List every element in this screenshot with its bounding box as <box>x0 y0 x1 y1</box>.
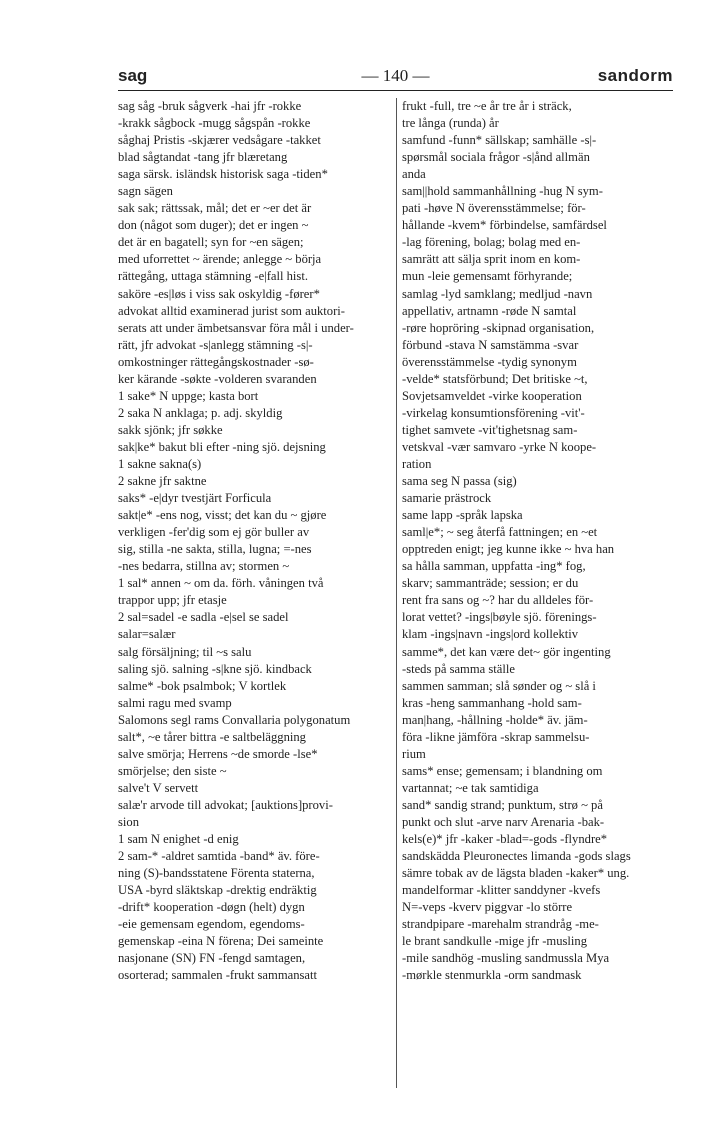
dictionary-line: -røre hopröring -skipnad organisation, <box>402 320 595 335</box>
dictionary-line: sak sak; rättssak, mål; det er ~er det är <box>118 201 312 216</box>
dictionary-line: saga särsk. isländsk historisk saga -tiden* <box>118 167 328 182</box>
dictionary-line: le brant sandkulle -mige jfr -musling <box>402 934 588 949</box>
dictionary-line: rättegång, uttaga stämning -e|fall hist. <box>118 269 308 284</box>
dictionary-line: don (något som duger); det er ingen ~ <box>118 218 309 233</box>
dictionary-line: sion <box>118 814 139 829</box>
dictionary-line: Salomons segl rams Convallaria polygonatum <box>118 712 351 727</box>
dictionary-line: föra -likne jämföra -skrap sammelsu- <box>402 729 590 744</box>
dictionary-line: smörjelse; den siste ~ <box>118 763 227 778</box>
dictionary-line: omkostninger rättegångskostnader -sø- <box>118 354 314 369</box>
dictionary-line: vetskval -vær samvaro -yrke N koope- <box>402 439 597 454</box>
dictionary-line: 1 sal* annen ~ om da. förh. våningen två <box>118 576 324 591</box>
column-divider <box>396 98 397 1088</box>
dictionary-line: samfund -funn* sällskap; samhälle -s|- <box>402 133 597 148</box>
dictionary-line: saköre -es|løs i viss sak oskyldig -fører* <box>118 286 320 301</box>
dictionary-line: salg försäljning; til ~s salu <box>118 644 252 659</box>
dictionary-line: -eie gemensam egendom, egendoms- <box>118 917 305 932</box>
dictionary-line: nasjonane (SN) FN -fengd samtagen, <box>118 951 306 966</box>
dictionary-line: blad sågtandat -tang jfr blæretang <box>118 150 288 165</box>
dictionary-line: -nes bedarra, stillna av; stormen ~ <box>118 559 290 574</box>
right-column <box>402 98 673 984</box>
dictionary-line: sig, stilla -ne sakta, stilla, lugna; =-nes <box>118 542 312 557</box>
dictionary-line: vartannat; ~e tak samtidiga <box>402 780 539 795</box>
dictionary-line: same lapp -språk lapska <box>402 508 523 523</box>
dictionary-line: sandskädda Pleuronectes limanda -gods slags <box>402 849 631 864</box>
dictionary-line: 1 sake* N uppge; kasta bort <box>118 388 259 403</box>
dictionary-line: -virkelag konsumtionsförening -vit'- <box>402 405 585 420</box>
dictionary-line: mandelformar -klitter sanddyner -kvefs <box>402 883 601 898</box>
dictionary-line: -krakk sågbock -mugg sågspån -rokke <box>118 116 311 131</box>
dictionary-line: -steds på samma ställe <box>402 661 515 676</box>
dictionary-line: ker kärande -søkte -volderen svaranden <box>118 371 317 386</box>
dictionary-line: saling sjö. salning -s|kne sjö. kindback <box>118 661 312 676</box>
dictionary-line: salmi ragu med svamp <box>118 695 232 710</box>
page-header <box>118 60 673 90</box>
dictionary-line: sagn sägen <box>118 184 173 199</box>
guide-word-right: sandorm <box>597 66 673 85</box>
dictionary-line: sa hålla samman, uppfatta -ing* fog, <box>402 559 586 574</box>
dictionary-line: 2 saka N anklaga; p. adj. skyldig <box>118 405 283 420</box>
dictionary-line: kels(e)* jfr -kaker -blad=-gods -flyndre* <box>402 832 608 847</box>
dictionary-line: såghaj Pristis -skjærer vedsågare -takket <box>118 133 321 148</box>
dictionary-line: sand* sandig strand; punktum, strø ~ på <box>402 797 603 812</box>
dictionary-line: strandpipare -marehalm strandråg -me- <box>402 917 599 932</box>
dictionary-line: sag såg -bruk sågverk -hai jfr -rokke <box>118 99 302 113</box>
dictionary-line: sama seg N passa (sig) <box>402 474 517 489</box>
dictionary-line: -velde* statsförbund; Det britiske ~t, <box>402 371 588 386</box>
dictionary-line: -drift* kooperation -døgn (helt) dygn <box>118 900 305 915</box>
dictionary-line: pati -høve N överensstämmelse; för- <box>402 201 586 216</box>
dictionary-line: gemenskap -eina N förena; Dei sameinte <box>118 934 324 949</box>
dictionary-line: osorterad; sammalen -frukt sammansatt <box>118 968 317 983</box>
dictionary-line: 1 sakne sakna(s) <box>118 456 202 471</box>
dictionary-line: det är en bagatell; syn for ~en sägen; <box>118 235 304 250</box>
dictionary-line: samrätt att sälja sprit inom en kom- <box>402 252 581 267</box>
dictionary-line: hållande -kvem* förbindelse, samfärdsel <box>402 218 607 233</box>
dictionary-line: salve't V servett <box>118 780 199 795</box>
dictionary-line: sam||hold sammanhållning -hug N sym- <box>402 184 603 199</box>
dictionary-line: salæ'r arvode till advokat; [auktions]provi- <box>118 797 333 812</box>
dictionary-line: 2 sam-* -aldret samtida -band* äv. före- <box>118 849 320 864</box>
dictionary-line: appellativ, artnamn -røde N samtal <box>402 303 577 318</box>
dictionary-line: klam -ings|navn -ings|ord kollektiv <box>402 627 579 642</box>
dictionary-line: tighet samvete -vit'tighetsnag sam- <box>402 422 578 437</box>
dictionary-line: 1 sam N enighet -d enig <box>118 832 239 847</box>
dictionary-line: frukt -full, tre ~e år tre år i sträck, <box>402 99 572 113</box>
dictionary-line: advokat alltid examinerad jurist som auktori- <box>118 303 345 318</box>
dictionary-line: spørsmål sociala frågor -s|ånd allmän <box>402 150 590 165</box>
dictionary-line: verkligen -fer'dig som ej gör buller av <box>118 525 310 540</box>
dictionary-line: 2 sal=sadel -e sadla -e|sel se sadel <box>118 610 289 625</box>
dictionary-line: sak|ke* bakut bli efter -ning sjö. dejsning <box>118 439 326 454</box>
header-rule <box>118 90 673 91</box>
left-column <box>118 98 391 984</box>
guide-word-left: sag <box>118 66 148 85</box>
dictionary-line: -mørkle stenmurkla -orm sandmask <box>402 968 582 983</box>
dictionary-line: saks* -e|dyr tvestjärt Forficula <box>118 491 272 506</box>
dictionary-line: ning (S)-bandsstatene Förenta staterna, <box>118 866 315 881</box>
dictionary-line: mun -leie gemensamt förhyrande; <box>402 269 573 284</box>
dictionary-line: saml|e*; ~ seg återfå fattningen; en ~et <box>402 525 598 540</box>
dictionary-line: salt*, ~e tårer bittra -e saltbeläggning <box>118 729 306 744</box>
dictionary-line: kras -heng sammanhang -hold sam- <box>402 695 582 710</box>
dictionary-line: rätt, jfr advokat -s|anlegg stämning -s|- <box>118 337 313 352</box>
dictionary-line: rent fra sans og ~? har du alldeles för- <box>402 593 594 608</box>
dictionary-line: med uforrettet ~ ärende; anlegge ~ börja <box>118 252 322 267</box>
dictionary-line: USA -byrd släktskap -drektig endräktig <box>118 883 317 898</box>
dictionary-line: sakk sjönk; jfr søkke <box>118 422 223 437</box>
dictionary-line: sämre tobak av de lägsta bladen -kaker* ung. <box>402 866 630 881</box>
dictionary-line: ration <box>402 456 432 471</box>
dictionary-line: lorat vettet? -ings|bøyle sjö. förenings- <box>402 610 597 625</box>
dictionary-line: opptreden enigt; jeg kunne ikke ~ hva han <box>402 542 615 557</box>
dictionary-line: man|hang, -hållning -holde* äv. jäm- <box>402 712 588 727</box>
dictionary-line: tre långa (runda) år <box>402 116 499 131</box>
dictionary-line: sammen samman; slå sønder og ~ slå i <box>402 678 596 693</box>
dictionary-line: överensstämmelse -tydig synonym <box>402 354 577 369</box>
dictionary-line: samarie prästrock <box>402 491 492 506</box>
dictionary-line: salar=salær <box>118 627 176 642</box>
dictionary-line: -lag förening, bolag; bolag med en- <box>402 235 581 250</box>
dictionary-line: förbund -stava N samstämma -svar <box>402 337 579 352</box>
dictionary-line: sakt|e* -ens nog, visst; det kan du ~ gjøre <box>118 508 327 523</box>
dictionary-line: rium <box>402 746 426 761</box>
dictionary-line: salve smörja; Herrens ~de smorde -lse* <box>118 746 318 761</box>
dictionary-line: sams* ense; gemensam; i blandning om <box>402 763 603 778</box>
dictionary-line: serats att under ämbetsansvar föra mål i under- <box>118 320 354 335</box>
dictionary-line: salme* -bok psalmbok; V kortlek <box>118 678 287 693</box>
dictionary-line: anda <box>402 167 426 182</box>
dictionary-line: samlag -lyd samklang; medljud -navn <box>402 286 593 301</box>
dictionary-line: 2 sakne jfr saktne <box>118 474 207 489</box>
dictionary-line: skarv; sammanträde; session; er du <box>402 576 579 591</box>
dictionary-line: trappor upp; jfr etasje <box>118 593 227 608</box>
dictionary-line: samme*, det kan være det~ gör ingenting <box>402 644 611 659</box>
dictionary-line: N=-veps -kverv piggvar -lo större <box>402 900 573 915</box>
dictionary-line: punkt och slut -arve narv Arenaria -bak- <box>402 814 605 829</box>
dictionary-line: -mile sandhög -musling sandmussla Mya <box>402 951 610 966</box>
page-number: — 140 — <box>361 66 430 85</box>
dictionary-line: Sovjetsamveldet -virke kooperation <box>402 388 582 403</box>
